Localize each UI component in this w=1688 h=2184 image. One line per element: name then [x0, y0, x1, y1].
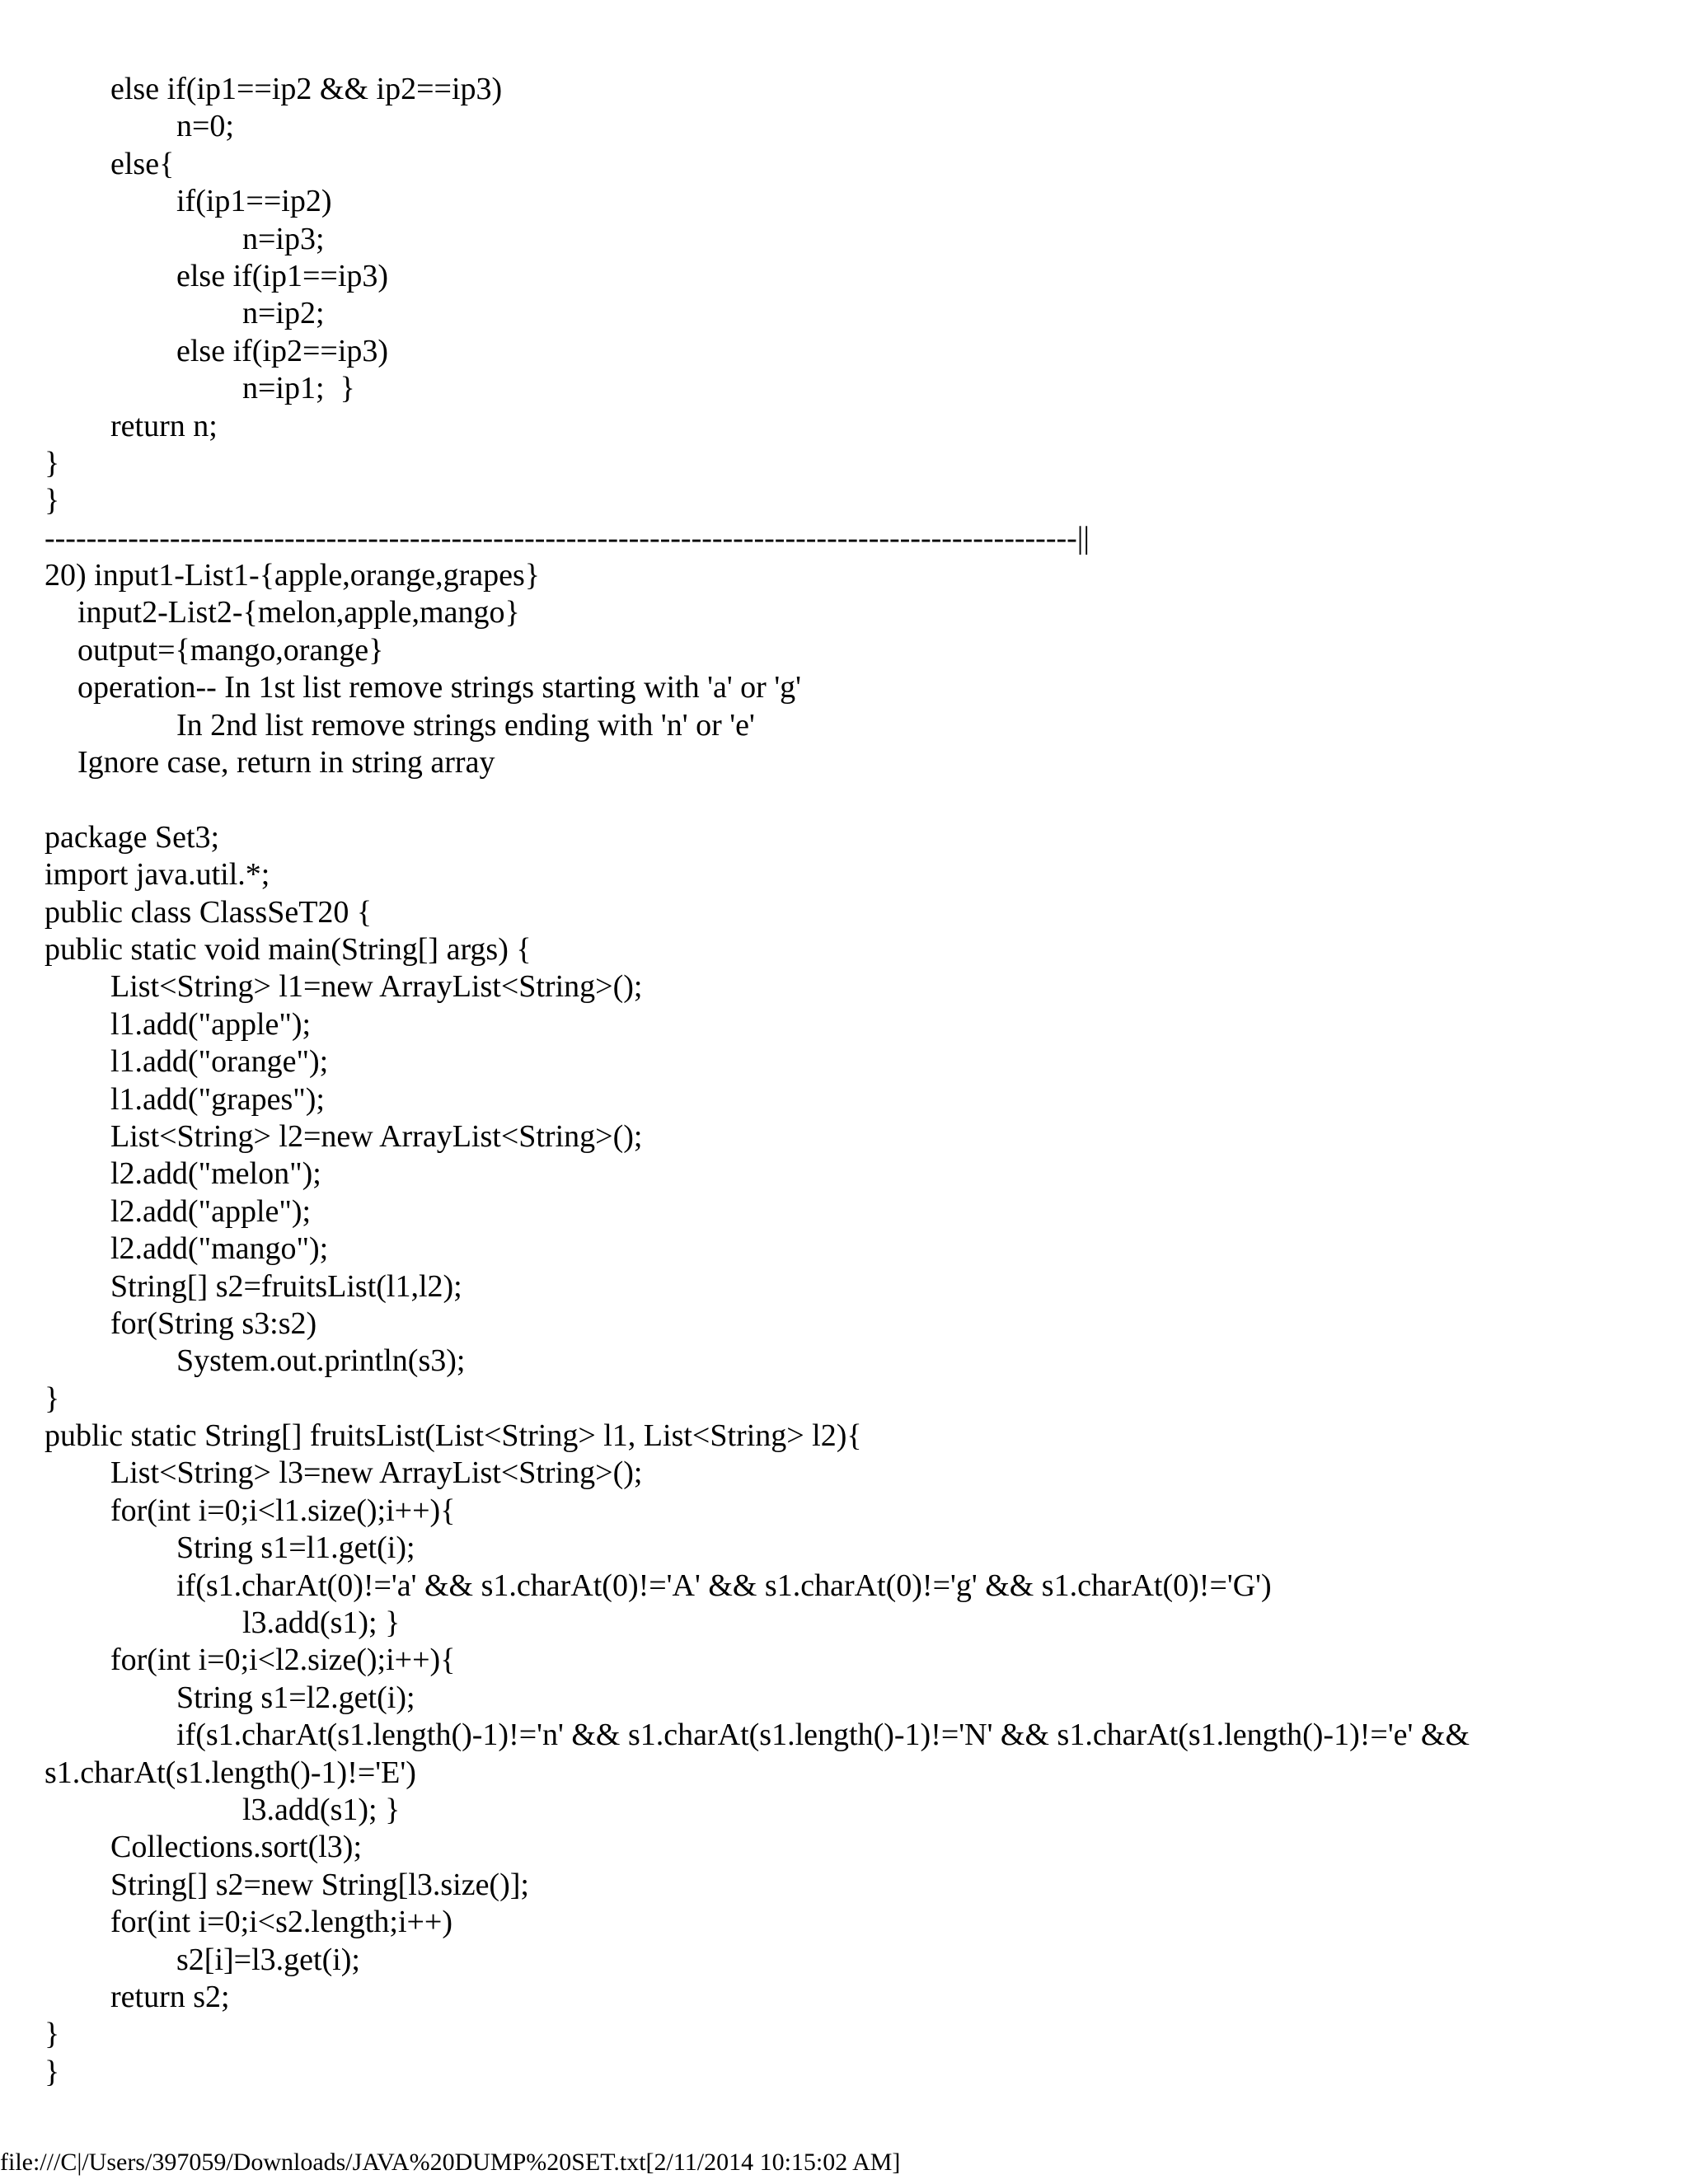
text-line: 20) input1-List1-{apple,orange,grapes} — [45, 558, 541, 593]
text-line: for(int i=0;i<s2.length;i++) — [110, 1905, 453, 1940]
text-line: } — [45, 1380, 60, 1416]
text-line: return s2; — [110, 1979, 230, 2014]
text-line: String[] s2=fruitsList(l1,l2); — [110, 1268, 462, 1304]
text-line: l3.add(s1); } — [242, 1605, 401, 1641]
text-line: List<String> l3=new ArrayList<String>(); — [110, 1455, 643, 1491]
text-line: if(s1.charAt(s1.length()-1)!='n' && s1.charAt(s1.length()-1)!='N' && s1.charAt(s1.length()-1)!='e' && — [176, 1718, 1470, 1753]
text-line: if(ip1==ip2) — [176, 184, 332, 219]
text-line: } — [45, 2017, 60, 2052]
text-line: n=ip1; } — [242, 371, 355, 406]
text-line: n=0; — [176, 109, 234, 144]
text-line: System.out.println(s3); — [176, 1343, 466, 1379]
text-line: for(int i=0;i<l2.size();i++){ — [110, 1643, 456, 1678]
text-line: s1.charAt(s1.length()-1)!='E') — [45, 1755, 416, 1790]
text-line: l2.add("melon"); — [110, 1156, 321, 1192]
text-line: else if(ip1==ip2 && ip2==ip3) — [110, 72, 503, 106]
text-line: public class ClassSeT20 { — [45, 894, 373, 930]
text-line: return n; — [110, 408, 218, 443]
text-line: for(String s3:s2) — [110, 1305, 317, 1341]
text-line: } — [45, 2054, 60, 2089]
text-line: output={mango,orange} — [77, 632, 384, 668]
text-line: if(s1.charAt(0)!='a' && s1.charAt(0)!='A' && s1.charAt(0)!='g' && s1.charAt(0)!='G') — [176, 1568, 1272, 1603]
text-line: l3.add(s1); } — [242, 1792, 401, 1827]
text-line: package Set3; — [45, 819, 220, 855]
text-line: } — [45, 445, 60, 480]
text-line: input2-List2-{melon,apple,mango} — [77, 595, 520, 630]
text-line: l1.add("orange"); — [110, 1044, 329, 1080]
text-line: List<String> l2=new ArrayList<String>(); — [110, 1118, 643, 1154]
text-line: operation-- In 1st list remove strings starting with 'a' or 'g' — [77, 670, 802, 705]
text-line: public static void main(String[] args) { — [45, 931, 532, 967]
text-line: String s1=l2.get(i); — [176, 1680, 415, 1715]
text-line: else if(ip2==ip3) — [176, 333, 389, 368]
text-line: In 2nd list remove strings ending with 'n' or 'e' — [176, 707, 755, 743]
text-line: l1.add("apple"); — [110, 1006, 312, 1042]
document-body — [45, 71, 1660, 2091]
blank-line — [45, 781, 1660, 818]
text-line: else{ — [110, 146, 175, 181]
text-line: public static String[] fruitsList(List<String> l1, List<String> l2){ — [45, 1418, 862, 1454]
text-line: } — [45, 483, 60, 518]
text-line: String[] s2=new String[l3.size()]; — [110, 1867, 529, 1902]
text-line: List<String> l1=new ArrayList<String>(); — [110, 969, 643, 1005]
text-line: n=ip3; — [242, 221, 325, 256]
text-line: n=ip2; — [242, 296, 325, 331]
text-line: String s1=l1.get(i); — [176, 1530, 415, 1566]
page-footer-url: file:///C|/Users/397059/Downloads/JAVA%20DUMP%20SET.txt[2/11/2014 10:15:02 AM] — [0, 2149, 901, 2176]
text-line: for(int i=0;i<l1.size();i++){ — [110, 1493, 456, 1528]
text-line: else if(ip1==ip3) — [176, 258, 389, 293]
text-line: Ignore case, return in string array — [77, 745, 495, 780]
text-line: Collections.sort(l3); — [110, 1830, 363, 1865]
text-line: ---------------------------------------------------------------------------------------------------|| — [45, 520, 1090, 555]
text-line: l2.add("mango"); — [110, 1231, 329, 1267]
text-line: l2.add("apple"); — [110, 1193, 312, 1229]
text-line: l1.add("grapes"); — [110, 1081, 325, 1117]
text-line: import java.util.*; — [45, 857, 270, 893]
text-line: s2[i]=l3.get(i); — [176, 1942, 360, 1977]
